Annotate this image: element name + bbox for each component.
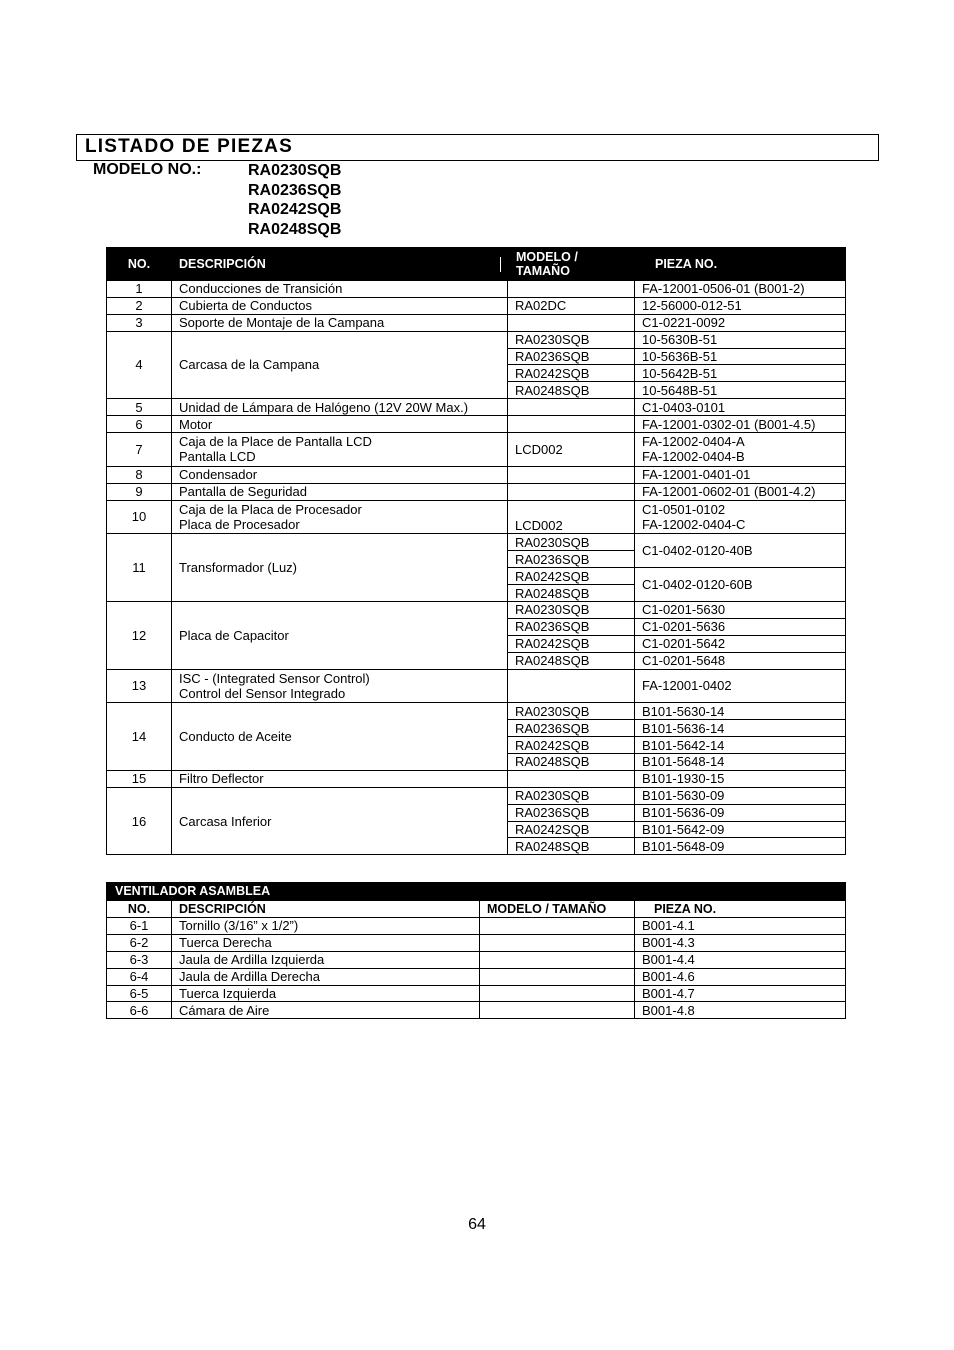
cell-no: 4 — [107, 331, 172, 399]
header-modelo: MODELO / TAMAÑO — [480, 901, 635, 918]
cell-pieza: B101-5642-09 — [635, 821, 846, 838]
cell-modelo: RA0248SQB — [508, 753, 635, 770]
cell-no: 7 — [107, 433, 172, 467]
table-row — [107, 601, 846, 618]
cell-desc: Conducciones de Transición — [172, 281, 508, 298]
cell-desc: Carcasa Inferior — [172, 787, 508, 855]
cell-pieza: FA-12001-0602-01 (B001-4.2) — [635, 483, 846, 500]
cell-modelo: LCD002 — [508, 500, 635, 534]
cell-no: 6-1 — [107, 918, 172, 935]
model-item: RA0230SQB — [248, 162, 342, 179]
cell-pieza: B101-5648-09 — [635, 838, 846, 855]
cell-desc: Soporte de Montaje de la Campana — [172, 314, 508, 331]
cell-no: 6-2 — [107, 934, 172, 951]
cell-pieza: FA-12001-0401-01 — [635, 466, 846, 483]
cell-modelo: RA0248SQB — [508, 838, 635, 855]
cell-no: 3 — [107, 314, 172, 331]
cell-pieza: B101-5636-09 — [635, 804, 846, 821]
cell-no: 10 — [107, 500, 172, 534]
table-row — [107, 770, 846, 787]
cell-pieza: C1-0402-0120-60B — [635, 568, 846, 602]
cell-pieza: C1-0201-5636 — [635, 618, 846, 635]
desc-line: Caja de la Place de Pantalla LCD — [179, 434, 372, 450]
cell-modelo: RA0242SQB — [508, 568, 635, 585]
table-row — [107, 297, 846, 314]
cell-no: 6 — [107, 416, 172, 433]
pieza-line: FA-12002-0404-A — [642, 434, 745, 450]
cell-modelo: RA0230SQB — [508, 331, 635, 348]
page-number: 64 — [468, 1216, 486, 1233]
cell-modelo — [480, 934, 635, 951]
cell-desc: Placa de Capacitor — [172, 601, 508, 669]
cell-modelo — [508, 483, 635, 500]
pieza-line: C1-0501-0102 — [642, 501, 726, 517]
cell-modelo: RA02DC — [508, 297, 635, 314]
cell-desc: Tornillo (3/16” x 1/2”) — [172, 918, 480, 935]
model-list — [248, 161, 341, 240]
cell-desc: Cámara de Aire — [172, 1002, 480, 1019]
cell-pieza: B001-4.4 — [635, 951, 846, 968]
cell-pieza: B101-5630-09 — [635, 787, 846, 804]
title-box — [76, 134, 879, 161]
cell-no: 15 — [107, 770, 172, 787]
cell-pieza: B001-4.3 — [635, 934, 846, 951]
desc-line: Placa de Procesador — [179, 516, 300, 532]
cell-pieza: C1-0201-5630 — [635, 601, 846, 618]
cell-modelo — [508, 399, 635, 416]
cell-modelo — [480, 1002, 635, 1019]
table-row — [107, 669, 846, 703]
cell-pieza: C1-0402-0120-40B — [635, 534, 846, 568]
cell-pieza: 10-5648B-51 — [635, 382, 846, 399]
parts-table — [106, 247, 846, 855]
cell-pieza: 10-5630B-51 — [635, 331, 846, 348]
page-title: LISTADO DE PIEZAS — [85, 136, 293, 157]
model-item: RA0248SQB — [248, 221, 342, 239]
cell-pieza: 10-5642B-51 — [635, 365, 846, 382]
cell-pieza: B001-4.1 — [635, 918, 846, 935]
desc-line: Pantalla LCD — [179, 449, 256, 465]
table-row — [107, 416, 846, 433]
cell-pieza: B001-4.7 — [635, 985, 846, 1002]
cell-desc: Jaula de Ardilla Izquierda — [172, 951, 480, 968]
cell-desc — [172, 433, 508, 467]
cell-modelo — [508, 281, 635, 298]
table-row — [107, 399, 846, 416]
cell-modelo: RA0242SQB — [508, 821, 635, 838]
cell-modelo: RA0236SQB — [508, 618, 635, 635]
cell-desc: Tuerca Derecha — [172, 934, 480, 951]
table-row — [107, 787, 846, 804]
table-row — [107, 331, 846, 348]
cell-modelo — [480, 951, 635, 968]
fan-header-row — [107, 901, 846, 918]
cell-pieza: B001-4.6 — [635, 968, 846, 985]
cell-pieza — [635, 500, 846, 534]
cell-modelo: RA0230SQB — [508, 703, 635, 720]
table-row — [107, 918, 846, 935]
cell-pieza: B101-5630-14 — [635, 703, 846, 720]
desc-line: Caja de la Placa de Procesador — [179, 501, 362, 517]
table-row — [107, 433, 846, 467]
cell-modelo: RA0236SQB — [508, 804, 635, 821]
cell-pieza: B001-4.8 — [635, 1002, 846, 1019]
cell-desc — [172, 500, 508, 534]
table-row — [107, 985, 846, 1002]
header-desc: DESCRIPCIÓN — [172, 901, 480, 918]
cell-modelo: RA0230SQB — [508, 534, 635, 551]
fan-assembly-table — [106, 882, 846, 1019]
cell-modelo: RA0248SQB — [508, 652, 635, 669]
cell-no: 11 — [107, 534, 172, 602]
cell-no: 8 — [107, 466, 172, 483]
cell-no: 6-6 — [107, 1002, 172, 1019]
cell-modelo — [508, 770, 635, 787]
cell-modelo — [480, 968, 635, 985]
cell-modelo: RA0248SQB — [508, 382, 635, 399]
cell-no: 2 — [107, 297, 172, 314]
cell-pieza: B101-5642-14 — [635, 737, 846, 754]
fan-table-title: VENTILADOR ASAMBLEA — [107, 883, 846, 901]
cell-desc: Transformador (Luz) — [172, 534, 508, 602]
table-row — [107, 281, 846, 298]
cell-modelo: RA0236SQB — [508, 551, 635, 568]
cell-modelo — [480, 918, 635, 935]
cell-modelo: RA0242SQB — [508, 365, 635, 382]
cell-pieza: C1-0221-0092 — [635, 314, 846, 331]
cell-no: 9 — [107, 483, 172, 500]
header-pieza: PIEZA NO. — [635, 901, 846, 918]
table-row — [107, 703, 846, 720]
cell-desc: Motor — [172, 416, 508, 433]
cell-no: 6-4 — [107, 968, 172, 985]
cell-no: 1 — [107, 281, 172, 298]
cell-pieza: B101-5648-14 — [635, 753, 846, 770]
model-label: MODELO NO.: — [93, 161, 202, 178]
cell-pieza: 12-56000-012-51 — [635, 297, 846, 314]
cell-modelo: LCD002 — [508, 433, 635, 467]
cell-desc — [172, 669, 508, 703]
table-row — [107, 968, 846, 985]
table-row — [107, 934, 846, 951]
cell-no: 16 — [107, 787, 172, 855]
cell-modelo: RA0236SQB — [508, 348, 635, 365]
cell-modelo: RA0242SQB — [508, 737, 635, 754]
cell-no: 5 — [107, 399, 172, 416]
cell-pieza: C1-0201-5648 — [635, 652, 846, 669]
header-pieza: PIEZA NO. — [635, 248, 846, 281]
cell-desc: Jaula de Ardilla Derecha — [172, 968, 480, 985]
cell-pieza: B101-1930-15 — [635, 770, 846, 787]
cell-desc: Cubierta de Conductos — [172, 297, 508, 314]
cell-pieza: B101-5636-14 — [635, 720, 846, 737]
fan-title-row — [107, 883, 846, 901]
cell-pieza: 10-5636B-51 — [635, 348, 846, 365]
cell-desc: Unidad de Lámpara de Halógeno (12V 20W Max.) — [172, 399, 508, 416]
pieza-line: FA-12002-0404-B — [642, 449, 745, 465]
cell-no: 13 — [107, 669, 172, 703]
cell-desc: Filtro Deflector — [172, 770, 508, 787]
cell-pieza: C1-0201-5642 — [635, 635, 846, 652]
cell-no: 6-3 — [107, 951, 172, 968]
cell-no: 6-5 — [107, 985, 172, 1002]
table-row — [107, 534, 846, 551]
cell-modelo — [508, 669, 635, 703]
cell-modelo: RA0242SQB — [508, 635, 635, 652]
cell-modelo — [508, 466, 635, 483]
cell-modelo — [508, 416, 635, 433]
cell-pieza: FA-12001-0506-01 (B001-2) — [635, 281, 846, 298]
cell-modelo — [508, 314, 635, 331]
table-row — [107, 483, 846, 500]
table-row — [107, 500, 846, 534]
cell-modelo: RA0230SQB — [508, 787, 635, 804]
desc-line: ISC - (Integrated Sensor Control) — [179, 670, 370, 686]
cell-no: 12 — [107, 601, 172, 669]
table-row — [107, 314, 846, 331]
table-row — [107, 951, 846, 968]
parts-header-row — [107, 248, 846, 281]
table-row — [107, 1002, 846, 1019]
cell-desc: Condensador — [172, 466, 508, 483]
pieza-line: FA-12002-0404-C — [642, 516, 746, 532]
model-item: RA0242SQB — [248, 201, 342, 219]
cell-modelo: RA0230SQB — [508, 601, 635, 618]
model-item: RA0236SQB — [248, 181, 342, 199]
header-modelo: MODELO / TAMAÑO — [508, 248, 635, 281]
cell-modelo: RA0248SQB — [508, 585, 635, 602]
desc-line: Control del Sensor Integrado — [179, 685, 346, 701]
cell-desc: Conducto de Aceite — [172, 703, 508, 771]
cell-desc: Pantalla de Seguridad — [172, 483, 508, 500]
cell-pieza — [635, 433, 846, 467]
cell-pieza: C1-0403-0101 — [635, 399, 846, 416]
cell-pieza: FA-12001-0302-01 (B001-4.5) — [635, 416, 846, 433]
cell-modelo — [480, 985, 635, 1002]
header-desc: DESCRIPCIÓN — [172, 248, 508, 281]
table-row — [107, 466, 846, 483]
cell-desc: Tuerca Izquierda — [172, 985, 480, 1002]
cell-modelo: RA0236SQB — [508, 720, 635, 737]
cell-desc: Carcasa de la Campana — [172, 331, 508, 399]
header-no: NO. — [107, 901, 172, 918]
cell-pieza: FA-12001-0402 — [635, 669, 846, 703]
cell-no: 14 — [107, 703, 172, 771]
header-no: NO. — [107, 248, 172, 281]
